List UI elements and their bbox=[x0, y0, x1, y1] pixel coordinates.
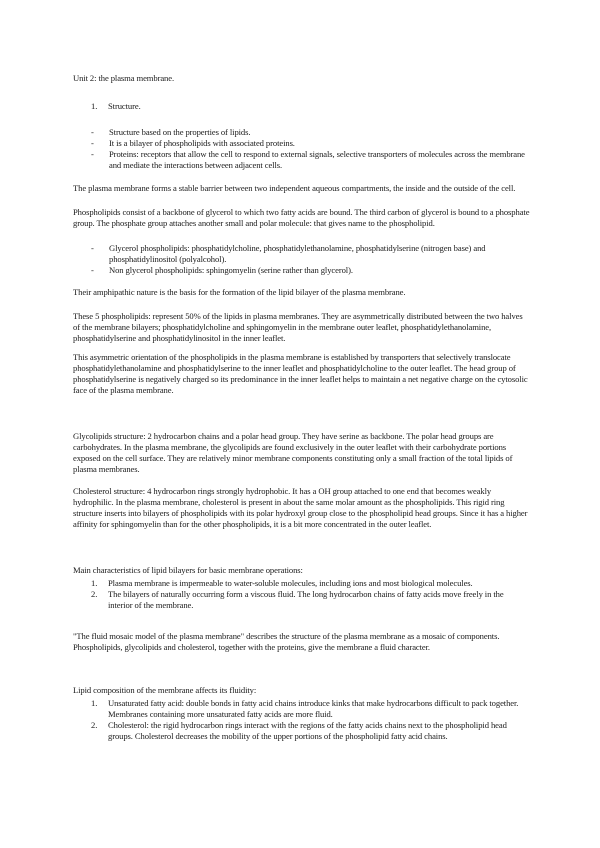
list-marker: 1. bbox=[91, 101, 98, 111]
paragraph-phospholipids: Phospholipids consist of a backbone of glycerol to which two fatty acids are bound. The third carbon of glycerol is bound to a phosphate group. The phosphate group attaches another small and polar molecule: that gives name to the phospholipid. bbox=[73, 207, 530, 229]
list-item bbox=[73, 149, 530, 171]
paragraph-five-phospholipids: These 5 phospholipids: represent 50% of the lipids in plasma membranes. They are asymmetrically distributed between the two halves of the membrane bilayers; phosphatidylcholine and sphingomyelin in the membrane outer leaflet, phosphatidylethanolamine, phosphatidylserine and phosphatidylinositol in the inner leaflet. bbox=[73, 311, 523, 344]
list-marker: 2. bbox=[91, 589, 98, 600]
list-item bbox=[73, 243, 530, 265]
paragraph-fluid-mosaic: "The fluid mosaic model of the plasma membrane" describes the structure of the plasma membrane as a mosaic of components. Phospholipids, glycolipids and cholesterol, together with the proteins, give the membrane a fluid character. bbox=[73, 631, 500, 653]
list-item bbox=[73, 101, 530, 112]
paragraph-main-characteristics: Main characteristics of lipid bilayers for basic membrane operations: bbox=[73, 565, 303, 575]
list-item-text: Unsaturated fatty acid: double bonds in fatty acid chains introduce kinks that make hydrocarbons difficult to pack together. Membranes containing more unsaturated fatty acids are more fluid. bbox=[108, 698, 519, 720]
list-item-text: It is a bilayer of phospholipids with associated proteins. bbox=[109, 138, 295, 149]
bullet-marker: - bbox=[91, 265, 94, 276]
list-item bbox=[73, 720, 530, 742]
paragraph-barrier: The plasma membrane forms a stable barrier between two independent aqueous compartments, the inside and the outside of the cell. bbox=[73, 183, 516, 193]
paragraph-asymmetric: This asymmetric orientation of the phospholipids in the plasma membrane is established by transporters that selectively translocate phosphatidylethanolamine and phosphatidylserine to the inner leaflet and phosphatidylcholine to the outer leaflet. The head group of phosphatidylserine is negatively charged so its predominance in the inner leaflet helps to maintain a net negative charge on the cytosolic face of the plasma membrane. bbox=[73, 352, 528, 396]
list-item-text: Glycerol phospholipids: phosphatidylcholine, phosphatidylethanolamine, phosphatidylserine (nitrogen base) and phosphatidylinositol (polyalcohol). bbox=[109, 243, 486, 265]
list-item bbox=[73, 578, 530, 589]
structure-bullets bbox=[73, 127, 530, 171]
list-item bbox=[73, 138, 530, 149]
list-item bbox=[73, 698, 530, 720]
paragraph-amphipathic: Their amphipathic nature is the basis for the formation of the lipid bilayer of the plasma membrane. bbox=[73, 287, 406, 297]
list-item-text: Cholesterol: the rigid hydrocarbon rings interact with the regions of the fatty acids chains next to the phospholipid head groups. Cholesterol decreases the mobility of the upper portions of the phospholipid fatty acid chains. bbox=[108, 720, 507, 742]
list-item bbox=[73, 589, 530, 611]
bullet-marker: - bbox=[91, 127, 94, 137]
list-item-text: Proteins: receptors that allow the cell to respond to external signals, selective transporters of molecules across the membrane and mediate the interactions between adjacent cells. bbox=[109, 149, 525, 171]
paragraph-glycolipids: Glycolipids structure: 2 hydrocarbon chains and a polar head group. They have serine as backbone. The polar head groups are carbohydrates. In the plasma membrane, the glycolipids are found exclusively in the outer leaflet with their carbohydrate portions exposed on the cell surface. They are relatively minor membrane components constituting only a small fraction of the total lipids of plasma membranes. bbox=[73, 431, 513, 475]
paragraph-cholesterol: Cholesterol structure: 4 hydrocarbon rings strongly hydrophobic. It has a OH group attached to one end that becomes weakly hydrophilic. In the plasma membrane, cholesterol is present in about the same molar amount as the phospholipids. This rigid ring structure inserts into bilayers of phospholipids with its polar hydroxyl group close to the phospholipid head groups. Since it has a higher affinity for sphingomyelin than for the other phospholipids, it is a bit more concentrated in the outer leaflet. bbox=[73, 486, 528, 530]
paragraph-lipid-composition: Lipid composition of the membrane affects its fluidity: bbox=[73, 685, 257, 695]
structure-heading: Structure. bbox=[108, 101, 141, 111]
structure-heading-list bbox=[73, 101, 530, 112]
page-title: Unit 2: the plasma membrane. bbox=[73, 73, 175, 83]
list-marker: 1. bbox=[91, 698, 98, 708]
bullet-marker: - bbox=[91, 149, 94, 160]
phospholipid-types-list bbox=[73, 243, 530, 276]
list-item bbox=[73, 127, 530, 138]
list-item-text: Structure based on the properties of lipids. bbox=[109, 127, 251, 137]
bullet-marker: - bbox=[91, 138, 94, 149]
list-item-text: Plasma membrane is impermeable to water-soluble molecules, including ions and most biological molecules. bbox=[108, 578, 473, 588]
list-marker: 2. bbox=[91, 720, 98, 731]
list-item-text: The bilayers of naturally occurring form a viscous fluid. The long hydrocarbon chains of fatty acids move freely in the interior of the membrane. bbox=[108, 589, 504, 611]
list-item-text: Non glycerol phospholipids: sphingomyelin (serine rather than glycerol). bbox=[109, 265, 353, 276]
list-marker: 1. bbox=[91, 578, 98, 588]
main-characteristics-list bbox=[73, 578, 530, 611]
bullet-marker: - bbox=[91, 243, 94, 253]
lipid-composition-list bbox=[73, 698, 530, 742]
list-item bbox=[73, 265, 530, 276]
